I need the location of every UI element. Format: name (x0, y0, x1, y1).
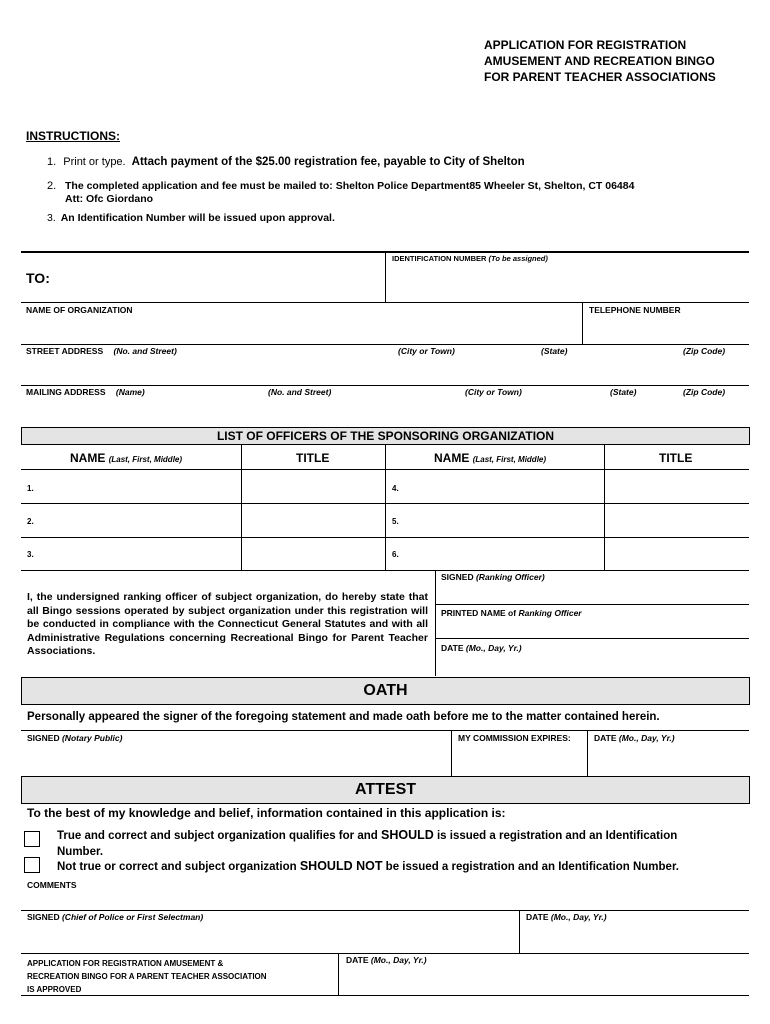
approval-statement (27, 957, 267, 996)
option-true-should: SHOULD (380, 828, 434, 842)
telephone-field[interactable]: TELEPHONE NUMBER (589, 305, 681, 315)
divider (338, 953, 339, 995)
notary-sub: (Notary Public) (61, 733, 123, 743)
officer-name-header-right (434, 451, 546, 465)
rule (21, 344, 749, 345)
divider (604, 444, 605, 570)
mailing-state-sub: (State) (610, 387, 637, 397)
approval-line-3: IS APPROVED (27, 985, 82, 994)
statement-text: I, the undersigned ranking officer of subject organization, do hereby state that all Bingo sessions operated by subject organization under this registration will be conducted in compliance with the Connecticut General Statutes and with all Administrative Regulations concerning Recreational Bingo for Parent Teacher Associations. (27, 591, 428, 657)
officer-title-header-left: TITLE (296, 451, 330, 465)
date-sub: (Mo., Day, Yr.) (550, 912, 607, 922)
signed-label: SIGNED (27, 733, 60, 743)
date-sub: (Mo., Day, Yr.) (618, 733, 675, 743)
title-line-1: APPLICATION FOR REGISTRATION (484, 38, 687, 52)
statement-date-field[interactable] (441, 643, 522, 653)
state-sub: (State) (541, 346, 568, 356)
divider (519, 910, 520, 953)
rule (21, 995, 749, 996)
officer-title-header-right: TITLE (659, 451, 693, 465)
instruction-2 (47, 180, 56, 192)
id-number-note: (To be assigned) (488, 254, 548, 263)
oath-heading: OATH (21, 677, 750, 705)
id-number-label: IDENTIFICATION NUMBER (392, 254, 487, 263)
attest-heading: ATTEST (21, 776, 750, 804)
date-label: DATE (594, 733, 617, 743)
divider (451, 730, 452, 776)
instruction-3-text: An Identification Number will be issued upon approval. (60, 212, 335, 224)
signed-ranking-officer-field[interactable] (441, 572, 545, 582)
option-true-label (57, 827, 677, 860)
approval-date-field[interactable] (346, 955, 427, 965)
id-number-field[interactable] (392, 254, 548, 263)
mailing-label: MAILING ADDRESS (26, 387, 106, 397)
option-true-pre: True and correct and subject organization qualifies for and (57, 830, 378, 842)
instruction-1-number: 1. (47, 156, 57, 168)
date-sub: (Mo., Day, Yr.) (465, 643, 522, 653)
instruction-1-bold: Attach payment of the $25.00 registration fee, payable to City of Shelton (131, 156, 525, 168)
officer-row-5[interactable]: 5. (392, 517, 399, 526)
attest-intro: To the best of my knowledge and belief, information contained in this application is: (27, 806, 506, 820)
street-label: STREET ADDRESS (26, 346, 104, 356)
officer-row-6[interactable]: 6. (392, 550, 399, 559)
form-title (484, 37, 716, 85)
org-name-field[interactable]: NAME OF ORGANIZATION (26, 305, 133, 315)
oath-text: Personally appeared the signer of the foregoing statement and made oath before me to the matter contained herein. (27, 711, 660, 723)
notary-signed-field[interactable] (27, 733, 122, 743)
city-sub: (City or Town) (398, 346, 455, 356)
oath-date-field[interactable] (594, 733, 675, 743)
signed-label: SIGNED (441, 572, 474, 582)
option-false-pre: Not true or correct and subject organization (57, 861, 297, 873)
mailing-name-sub: (Name) (115, 387, 145, 397)
option-false-label (57, 859, 679, 873)
divider (582, 302, 583, 344)
name-label: NAME (434, 451, 470, 465)
signed-label: SIGNED (27, 912, 60, 922)
instruction-3-number: 3. (47, 212, 56, 224)
officer-name-header-left (70, 451, 182, 465)
instruction-3 (47, 212, 335, 224)
name-label: NAME (70, 451, 106, 465)
divider (587, 730, 588, 776)
date-sub: (Mo., Day, Yr.) (370, 955, 427, 965)
option-false-should-not: SHOULD NOT (299, 859, 383, 873)
instruction-1 (47, 156, 525, 168)
option-true-post: is issued a registration and an Identification (436, 830, 678, 842)
option-false-checkbox[interactable] (24, 857, 40, 873)
instruction-1-pre: Print or type. (63, 156, 126, 168)
rule (21, 730, 749, 731)
rule (21, 910, 749, 911)
officer-row-3[interactable]: 3. (27, 550, 34, 559)
divider (385, 251, 386, 302)
officer-row-1[interactable]: 1. (27, 484, 34, 493)
chief-signed-field[interactable] (27, 912, 203, 922)
option-true-checkbox[interactable] (24, 831, 40, 847)
rule (21, 953, 749, 954)
divider (385, 444, 386, 570)
mailing-city-sub: (City or Town) (465, 387, 522, 397)
option-false-post: be issued a registration and an Identification Number. (385, 861, 679, 873)
commission-expires-field[interactable]: MY COMMISSION EXPIRES: (458, 733, 571, 743)
title-line-2: AMUSEMENT AND RECREATION BINGO (484, 54, 715, 68)
divider (435, 570, 436, 676)
to-label: TO: (26, 270, 50, 286)
instruction-2-number: 2. (47, 180, 57, 192)
rule (21, 302, 749, 303)
title-line-3: FOR PARENT TEACHER ASSOCIATIONS (484, 70, 716, 84)
name-sub: (Last, First, Middle) (472, 455, 547, 464)
attest-date-field[interactable] (526, 912, 607, 922)
zip-sub: (Zip Code) (683, 346, 726, 356)
officer-row-4[interactable]: 4. (392, 484, 399, 493)
date-label: DATE (526, 912, 549, 922)
rule (435, 638, 749, 639)
instruction-2-line-1: The completed application and fee must be mailed to: Shelton Police Department85 Wheeler St, Shelton, CT 06484 (65, 180, 635, 192)
approval-line-2: RECREATION BINGO FOR A PARENT TEACHER ASSOCIATION (27, 972, 267, 981)
mailing-address-field[interactable] (26, 387, 145, 397)
chief-sub: (Chief of Police or First Selectman) (61, 912, 204, 922)
printed-label: PRINTED NAME of (441, 608, 517, 618)
street-address-field[interactable] (26, 346, 177, 356)
date-label: DATE (346, 955, 369, 965)
instruction-2-line-2: Att: Ofc Giordano (65, 193, 154, 205)
date-label: DATE (441, 643, 464, 653)
comments-field[interactable]: COMMENTS (27, 880, 77, 890)
name-sub: (Last, First, Middle) (108, 455, 183, 464)
signed-sub: (Ranking Officer) (475, 572, 545, 582)
instruction-2-text (65, 180, 634, 206)
printed-sub: Ranking Officer (518, 608, 582, 618)
instructions-heading: INSTRUCTIONS: (26, 129, 120, 143)
rule (21, 570, 749, 571)
divider (241, 444, 242, 570)
mailing-zip-sub: (Zip Code) (683, 387, 726, 397)
mailing-street-sub: (No. and Street) (268, 387, 332, 397)
rule (435, 604, 749, 605)
officers-heading: LIST OF OFFICERS OF THE SPONSORING ORGANIZATION (21, 427, 750, 445)
approval-line-1: APPLICATION FOR REGISTRATION AMUSEMENT & (27, 959, 224, 968)
street-sub: (No. and Street) (113, 346, 177, 356)
option-true-line-2: Number. (57, 846, 104, 858)
officer-row-2[interactable]: 2. (27, 517, 34, 526)
rule (21, 385, 749, 386)
printed-name-field[interactable] (441, 608, 582, 618)
